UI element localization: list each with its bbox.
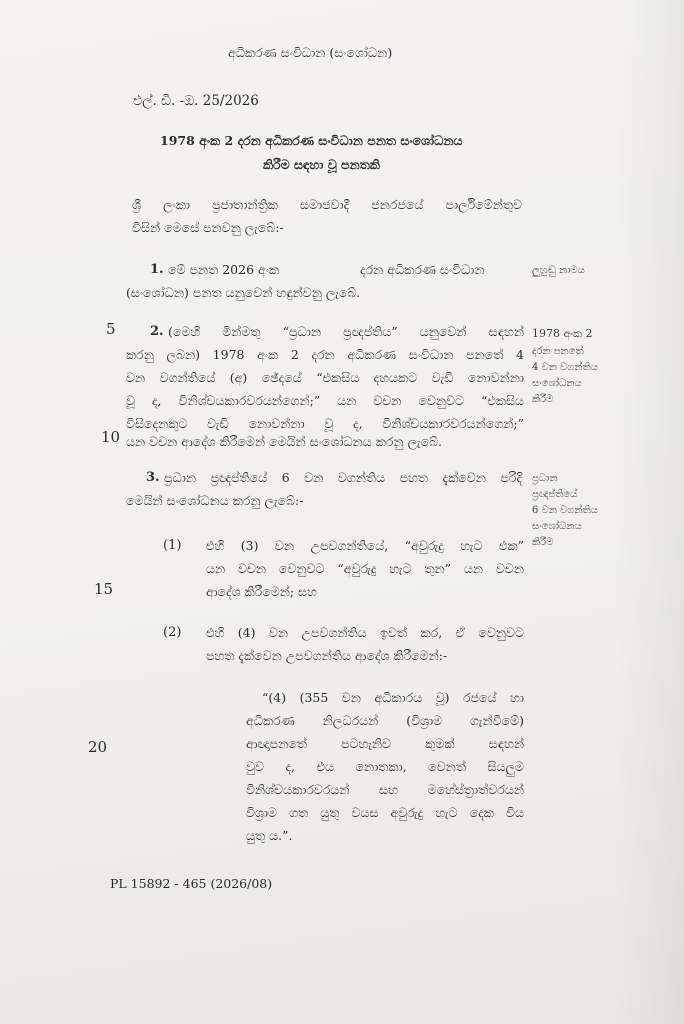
quote-line-5: විනිශ්චයකාරවරයන් සහ මහේස්ත්‍රාත්වරයන් [246, 782, 524, 797]
section-3-margin-note-4: සංශෝධනය [532, 521, 582, 532]
bill-title-line-1: 1978 අංක 2 දරන අධිකරණ සංවිධාන පනත සංශෝධනය [160, 133, 463, 148]
line-number-15: 15 [94, 580, 114, 598]
section-3-number: 3. [146, 470, 160, 485]
quote-line-6: විශ්‍රාම ගත යුතු වයස අවුරුදු හැට දෙක විය [246, 805, 524, 820]
section-1-margin-note: ලුහුඬු නාමය [532, 265, 585, 276]
print-code: PL 15892 - 465 (2026/08) [110, 876, 273, 891]
section-2-margin-note-4: සංශෝධනය [532, 378, 582, 389]
section-3-margin-note-5: කිරීම [532, 537, 554, 548]
running-header: අධිකරණ සංවිධාන (සංශෝධන) [228, 45, 393, 60]
section-3-margin-note-3: 6 වන වගන්තිය [532, 505, 598, 516]
section-2-line-1: (මෙහි මින්මතු “ප්‍රධාන ප්‍රඥප්තිය” යනුවෙන් සඳහන් [168, 324, 524, 339]
section-2-margin-note-5: කිරීම [532, 394, 554, 405]
bill-number: එල්. ඩී. -ඔ. 25/2026 [133, 93, 259, 109]
quote-line-4: වුව ද, එය නොතකා, වෙනත් සියලුම [246, 759, 524, 774]
quote-line-3: ආඥාපනතේ පටහැනිව කුමක් සඳහන් [246, 736, 524, 751]
quote-line-2: අධිකරණ නිලධරයන් (විශ්‍රාම ගැන්වීමේ) [246, 713, 524, 728]
line-number-5: 5 [106, 320, 116, 338]
section-2-line-5: විසිදෙනකුට වැඩි නොවන්නා වූ ද, විනිශ්චයකාරවරයන්ගෙන්;” [126, 416, 524, 431]
item-1-label: (1) [163, 538, 182, 553]
section-2-margin-note-1: 1978 අංක 2 [532, 327, 593, 340]
line-number-20: 20 [88, 738, 108, 756]
section-3-line-1: ප්‍රධාන ප්‍රඥප්තියේ 6 වන වගන්තිය පහත දැක්වෙන පරිදි [164, 470, 522, 485]
section-2-line-4: වූ ද, විනිශ්චයකාරවරයන්ගෙන්;” යන වචන වෙනුවට “එකසිය [126, 393, 524, 408]
section-1-text-line-2: (සංශෝධන) පනත යනුවෙන් හඳුන්වනු ලැබේ. [126, 285, 361, 300]
item-1-line-2: යන වචන වෙනුවට “අවුරුදු හැට තුන” යන වචන [206, 561, 524, 576]
item-1-line-1: එහි (3) වන උපවගන්තියේ, “අවුරුදු හැට එක” [206, 538, 524, 553]
section-2-line-2: කරනු ලබන) 1978 අංක 2 දරන අධිකරණ සංවිධාන පනතේ 4 [126, 347, 524, 362]
section-1-text-part-a: මේ පනත 2026 අංක [168, 262, 280, 277]
item-2-line-2: පහත දැක්වෙන උපවගන්තිය ආදේශ කිරීමෙන්:- [206, 648, 448, 663]
quote-line-7: යුතු ය.”. [246, 828, 293, 843]
quote-line-1: “(4) (355 වන අධිකාරය වූ) රජයේ හා [262, 690, 524, 705]
section-2-margin-note-3: 4 වන වගන්තිය [532, 362, 598, 373]
section-2-margin-note-2: දරන පනතේ [532, 346, 584, 357]
section-3-line-2: මෙයින් සංශෝධනය කරනු ලැබේ:- [126, 493, 304, 508]
item-1-line-3: ආදේශ කිරීමෙන්; සහ [206, 584, 317, 599]
item-2-line-1: එහි (4) වන උපවගන්තිය ඉවත් කර, ඒ වෙනුවට [206, 625, 524, 640]
section-2-number: 2. [150, 324, 164, 339]
section-3-margin-note-1: ප්‍රධාන [532, 473, 558, 484]
item-2-label: (2) [163, 625, 182, 640]
enacting-line-1: ශ්‍රී ලංකා ප්‍රජාතාන්ත්‍රික සමාජවාදී ජනරජයේ පාර්ලිමේන්තුව [132, 197, 522, 212]
section-2-line-3: වන වගන්තියේ (අ) ඡේදයේ “එකසිය දහයකට වැඩි නොවන්නා [126, 370, 524, 385]
section-1-text-part-b: දරන අධිකරණ සංවිධාන [360, 262, 485, 277]
section-2-line-6: යන වචන ආදේශ කිරීමෙන් මෙයින් සංශෝධනය කරනු ලැබේ. [126, 434, 443, 449]
section-3-margin-note-2: ප්‍රඥප්තියේ [532, 489, 578, 500]
bill-title-line-2: කිරීම සඳහා වූ පනතකි [263, 157, 380, 172]
line-number-10: 10 [101, 428, 121, 446]
section-1-number: 1. [150, 262, 164, 277]
enacting-line-2: විසින් මෙසේ පනවනු ලැබේ:- [132, 220, 284, 235]
